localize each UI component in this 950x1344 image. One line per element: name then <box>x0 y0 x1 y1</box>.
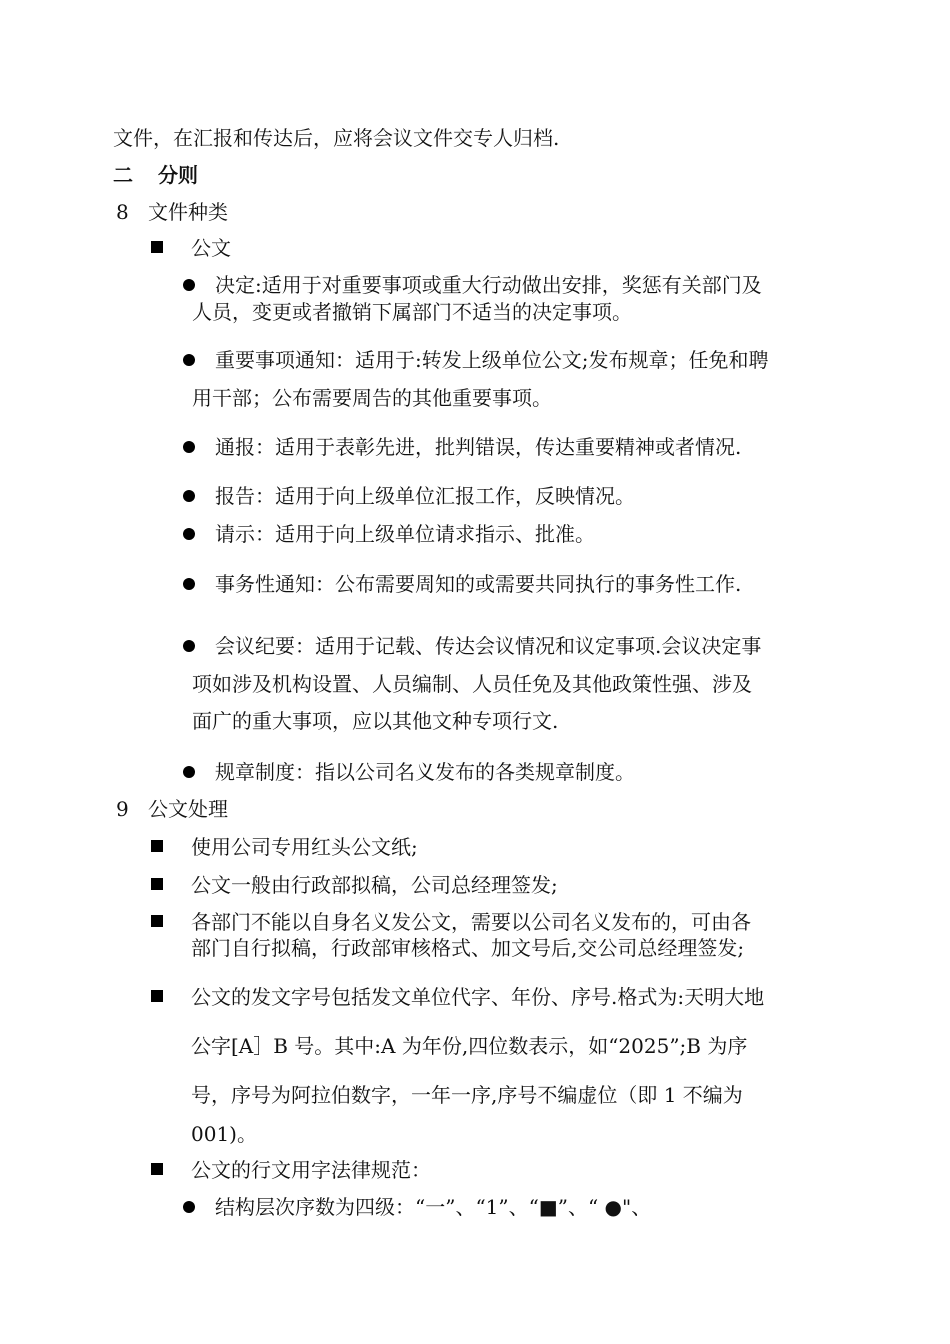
dot-bullet-icon <box>183 528 195 540</box>
list-item-line: 项如涉及机构设置、人员编制、人员任免及其他政策性强、涉及 <box>192 672 752 696</box>
section-number: 二 <box>113 163 133 187</box>
list-item-line: 公字[A］B 号。其中:A 为年份,四位数表示，如“2025”;B 为序 <box>191 1034 748 1058</box>
dot-bullet-icon <box>183 441 195 453</box>
list-item-line: 部门自行拟稿，行政部审核格式、加文号后,交公司总经理签发; <box>191 936 745 960</box>
list-item-line: 决定:适用于对重要事项或重大行动做出安排，奖惩有关部门及 <box>215 273 762 297</box>
list-item-line: 通报：适用于表彰先进，批判错误，传达重要精神或者情况. <box>215 435 742 459</box>
list-item-line: 001)。 <box>191 1122 257 1146</box>
clause-8-number: 8 <box>116 200 129 224</box>
clause-8-title: 文件种类 <box>148 200 228 224</box>
list-item-line: 事务性通知：公布需要周知的或需要共同执行的事务性工作. <box>215 572 742 596</box>
square-bullet-icon <box>151 878 163 890</box>
dot-bullet-icon <box>183 279 195 291</box>
dot-bullet-icon <box>183 766 195 778</box>
list-item-line: 公文的行文用字法律规范： <box>191 1158 431 1182</box>
list-item-line: 公文的发文字号包括发文单位代字、年份、序号.格式为:天明大地 <box>191 985 765 1009</box>
list-item-line: 结构层次序数为四级：“一”、“1”、“■”、“ ●"、 <box>215 1195 652 1219</box>
square-bullet-icon <box>151 990 163 1002</box>
square-bullet-icon <box>151 915 163 927</box>
section-title: 分则 <box>158 163 198 187</box>
dot-bullet-icon <box>183 640 195 652</box>
square-bullet-icon <box>151 241 163 253</box>
square-bullet-icon <box>151 1163 163 1175</box>
list-item-line: 面广的重大事项，应以其他文种专项行文. <box>192 709 559 733</box>
list-item-line: 请示：适用于向上级单位请求指示、批准。 <box>215 522 595 546</box>
list-item-line: 各部门不能以自身名义发公文，需要以公司名义发布的，可由各 <box>191 910 751 934</box>
list-item-line: 重要事项通知：适用于:转发上级单位公文;发布规章；任免和聘 <box>215 348 769 372</box>
square-bullet-icon <box>151 840 163 852</box>
dot-bullet-icon <box>183 578 195 590</box>
list-item-line: 公文一般由行政部拟稿，公司总经理签发; <box>191 873 558 897</box>
list-item-line: 报告：适用于向上级单位汇报工作，反映情况。 <box>215 484 635 508</box>
dot-bullet-icon <box>183 490 195 502</box>
subclause-title: 公文 <box>191 236 231 260</box>
list-item-line: 会议纪要：适用于记载、传达会议情况和议定事项.会议决定事 <box>215 634 762 658</box>
list-item-line: 使用公司专用红头公文纸; <box>191 835 418 859</box>
clause-9-number: 9 <box>116 797 129 821</box>
dot-bullet-icon <box>183 1201 195 1213</box>
list-item-line: 规章制度：指以公司名义发布的各类规章制度。 <box>215 760 635 784</box>
intro-text: 文件，在汇报和传达后，应将会议文件交专人归档. <box>113 126 560 150</box>
dot-bullet-icon <box>183 354 195 366</box>
clause-9-title: 公文处理 <box>148 797 228 821</box>
list-item-line: 号，序号为阿拉伯数字，一年一序,序号不编虚位（即 1 不编为 <box>191 1083 743 1107</box>
list-item-line: 人员，变更或者撤销下属部门不适当的决定事项。 <box>192 300 632 324</box>
list-item-line: 用干部；公布需要周告的其他重要事项。 <box>192 386 552 410</box>
